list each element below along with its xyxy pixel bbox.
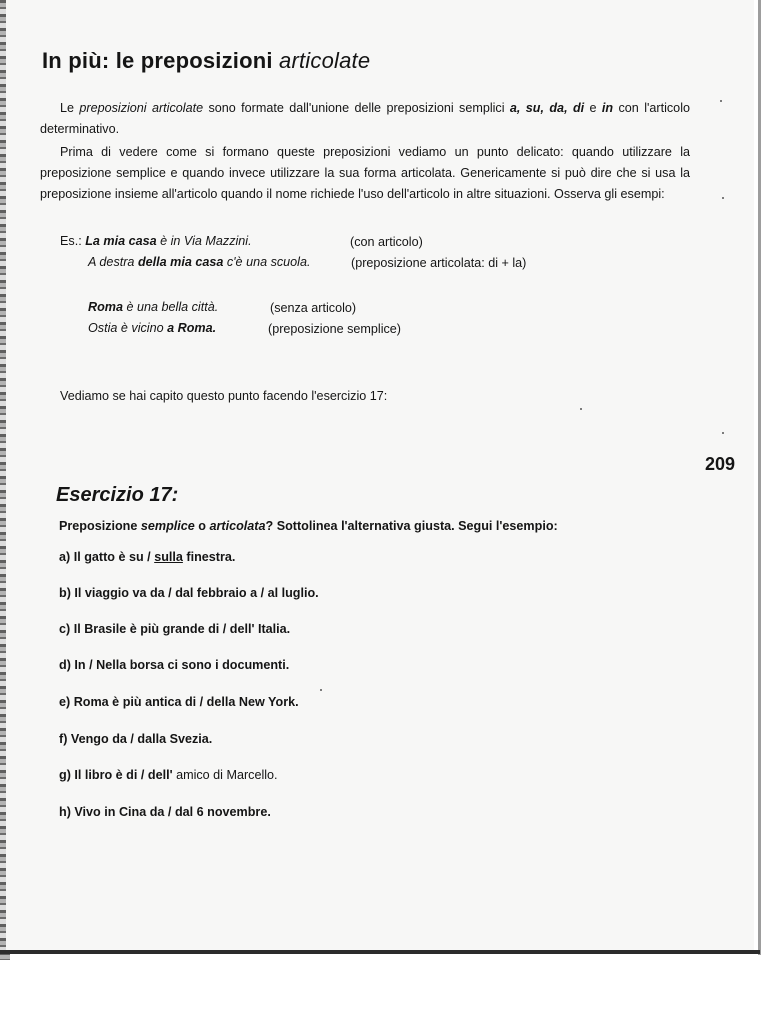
item-text: d): [59, 658, 75, 672]
item-text: amico di Marcello.: [172, 768, 278, 782]
option-simple[interactable]: di: [208, 622, 220, 636]
option-articulated[interactable]: Nella: [96, 658, 127, 672]
exercise-item-d: [59, 658, 289, 672]
intro-text: con l'articolo determinativo.: [40, 101, 690, 136]
intro-text: e: [584, 101, 602, 115]
example-1-bold: La mia casa: [85, 234, 157, 248]
section-title-italic: articolate: [279, 48, 371, 73]
item-text: borsa ci sono i documenti.: [126, 658, 290, 672]
item-text: Svezia.: [166, 732, 213, 746]
option-simple[interactable]: su: [128, 550, 144, 564]
item-text: luglio.: [278, 586, 319, 600]
intro-text: Prima di vedere come si formano queste preposizioni vediamo un punto delicato: quando utilizzare la preposizione semplice e quando invece utilizzare la sua forma articolata. Genericamente si può dire che si usa la preposizione insieme all'articolo quando il nome richiede l'uso dell'articolo in altre situazioni. Osserva gli esempi:: [40, 145, 690, 201]
example-4-pre: Ostia è vicino: [88, 321, 168, 335]
example-2-rest: c'è una scuola.: [223, 255, 311, 269]
option-articulated[interactable]: dal: [175, 586, 194, 600]
example-2-bold: della mia casa: [137, 255, 224, 269]
option-separator: /: [219, 622, 230, 636]
option-articulated[interactable]: della: [206, 695, 236, 709]
example-2-note: (preposizione articolata: di + la): [351, 256, 527, 270]
example-1-note: (con articolo): [350, 235, 423, 249]
intro-paragraph-1: [40, 98, 690, 140]
intro-term: preposizioni articolate: [79, 101, 204, 115]
example-1-rest: è in Via Mazzini.: [156, 234, 252, 248]
exercise-title: Esercizio 17:: [56, 484, 179, 506]
option-simple[interactable]: di: [184, 695, 197, 709]
option-separator: /: [257, 586, 268, 600]
option-simple[interactable]: da: [149, 805, 165, 819]
example-1: [60, 231, 252, 252]
exercise-invite: Vediamo se hai capito questo punto facendo l'esercizio 17:: [60, 389, 388, 403]
scan-speck: [722, 432, 724, 434]
option-simple[interactable]: In: [74, 658, 86, 672]
page-right-edge: [758, 0, 761, 955]
intro-paragraph-2: [40, 142, 690, 205]
item-text: New York.: [235, 695, 299, 709]
option-separator: /: [85, 658, 97, 672]
instructions-text: o: [194, 519, 210, 533]
option-articulated[interactable]: dalla: [137, 732, 167, 746]
option-separator: /: [196, 695, 207, 709]
exercise-item-h: [59, 805, 271, 819]
intro-text: Le: [60, 101, 80, 115]
option-articulated[interactable]: dell': [229, 622, 255, 636]
option-separator: /: [143, 550, 155, 564]
option-articulated[interactable]: dal: [174, 805, 194, 819]
option-articulated[interactable]: dell': [147, 768, 173, 782]
item-text: f) Vengo: [59, 732, 113, 746]
item-text: c) Il Brasile è più grande: [59, 622, 209, 636]
instructions-italic: semplice: [140, 519, 195, 533]
item-text: finestra.: [182, 550, 236, 564]
item-text: Italia.: [254, 622, 291, 636]
page-number: 209: [705, 454, 736, 474]
item-text: febbraio: [193, 586, 251, 600]
exercise-item-c: [59, 622, 290, 636]
option-articulated-underlined[interactable]: sulla: [154, 550, 183, 564]
example-4-note: (preposizione semplice): [268, 322, 401, 336]
option-articulated[interactable]: al: [267, 586, 279, 600]
example-3-rest: è una bella città.: [123, 300, 219, 314]
option-simple[interactable]: da: [112, 732, 127, 746]
item-text: g) Il libro è: [59, 768, 127, 782]
option-separator: /: [126, 732, 138, 746]
option-separator: /: [164, 586, 176, 600]
item-text: e) Roma è più antica: [59, 695, 185, 709]
item-text: 6 novembre.: [193, 805, 271, 819]
item-text: h) Vivo in Cina: [59, 805, 150, 819]
example-3-note: (senza articolo): [270, 301, 357, 315]
section-title: [42, 48, 370, 74]
option-simple[interactable]: a: [250, 586, 258, 600]
example-3-bold: Roma: [88, 300, 123, 314]
exercise-item-b: [59, 586, 319, 600]
scan-speck: [580, 408, 582, 410]
exercise-instructions: [59, 519, 558, 533]
option-separator: /: [164, 805, 175, 819]
example-2: [88, 252, 310, 273]
exercise-item-f: [59, 732, 212, 746]
exercise-item-a: [59, 550, 235, 564]
page-bottom-edge: [0, 950, 760, 954]
instructions-text: ? Sottolinea l'alternativa giusta. Segui l'esempio:: [265, 519, 558, 533]
example-3: [88, 297, 218, 318]
example-2-pre: A destra: [88, 255, 138, 269]
option-simple[interactable]: di: [126, 768, 138, 782]
intro-text: sono formate dall'unione delle preposizioni semplici: [203, 101, 510, 115]
exercise-item-e: [59, 695, 299, 709]
intro-prepositions: a, su, da, di: [509, 101, 585, 115]
instructions-italic: articolata: [209, 519, 266, 533]
option-separator: /: [137, 768, 148, 782]
option-simple[interactable]: da: [149, 586, 165, 600]
intro-prepositions: in: [601, 101, 614, 115]
item-text: a) Il gatto è: [59, 550, 129, 564]
scan-speck: [320, 689, 322, 691]
section-title-plain: In più: le preposizioni: [42, 48, 280, 73]
example-4: [88, 318, 216, 339]
item-text: b) Il viaggio va: [59, 586, 150, 600]
instructions-text: Preposizione: [59, 519, 141, 533]
scan-speck: [722, 197, 724, 199]
exercise-item-g: [59, 768, 278, 782]
scan-speck: [720, 100, 722, 102]
example-4-bold: a Roma.: [167, 321, 217, 335]
example-label: Es.:: [60, 234, 82, 248]
